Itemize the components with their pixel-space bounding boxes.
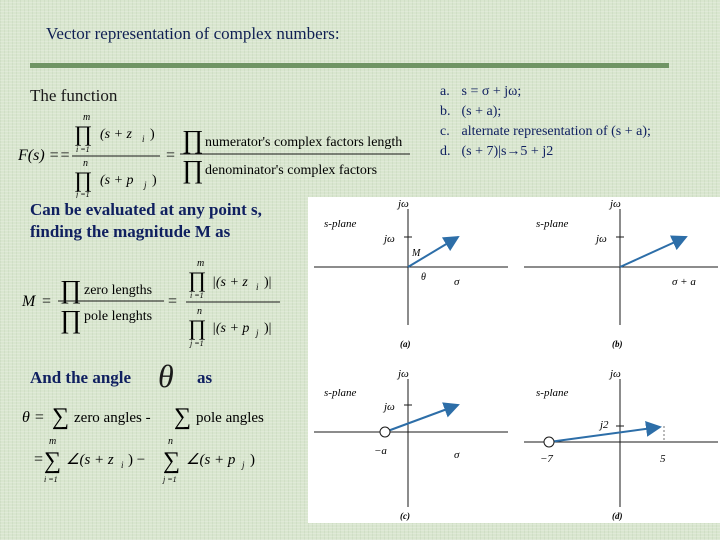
f-den-term: (s + p	[100, 173, 134, 188]
theta-pole-text: pole angles	[196, 410, 264, 426]
theta-term2: ∠(s + p	[186, 452, 236, 468]
panel-c-plane-label: s-plane	[324, 387, 357, 399]
m-num-idx: i =1	[190, 291, 204, 300]
panel-d-zero-marker	[544, 437, 554, 447]
panel-c-x-tick: σ	[454, 449, 460, 461]
f-den-sub: j	[144, 180, 147, 190]
title-underline	[30, 63, 669, 68]
f-den-close: )	[152, 173, 157, 188]
list-item	[440, 142, 651, 162]
m-den-prod: ∏	[188, 315, 207, 340]
m-den-idx: j =1	[190, 339, 204, 348]
list-item	[440, 102, 651, 122]
f-text-num-prod: ∏	[182, 125, 204, 154]
theta-symbol: θ	[158, 358, 174, 394]
panel-b-y-axis-label: jω	[610, 198, 621, 210]
list-text: alternate representation of (s + a);	[461, 124, 651, 139]
panel-a-y-axis-label: jω	[398, 198, 409, 210]
panel-a-caption: (a)	[400, 339, 411, 349]
list-letter: a.	[440, 84, 450, 99]
angle-line-prefix: And the angle	[30, 368, 132, 387]
theta-sum2: ∑	[163, 448, 181, 474]
m-pole-prod: ∏	[60, 305, 82, 334]
m-den-close: )|	[264, 321, 272, 336]
m-num-prod: ∏	[188, 267, 207, 292]
m-num-close: )|	[264, 275, 272, 290]
m-eq1: =	[42, 293, 52, 310]
panel-c-zero-label: −a	[374, 445, 387, 457]
f-num-idx: i =1	[76, 145, 90, 154]
item-list	[440, 82, 651, 162]
f-num-prod-symbol: ∏	[74, 121, 93, 146]
f-den-idx: j =1	[76, 190, 90, 198]
m-lhs: M	[22, 293, 36, 310]
f-text-den: denominator's complex factors	[205, 163, 378, 178]
panel-d-y-axis-label: jω	[610, 368, 621, 380]
panel-c-caption: (c)	[400, 511, 410, 521]
magnitude-equation	[14, 256, 304, 348]
panel-c-jw-tick: jω	[384, 401, 395, 413]
f-den-prod-symbol: ∏	[74, 167, 93, 192]
panel-a-plane-label: s-plane	[324, 218, 357, 230]
m-num-sup: m	[197, 258, 205, 269]
list-text: (s + a);	[461, 104, 502, 119]
m-num-term: |(s + z	[212, 275, 248, 290]
panel-b-jw-tick: jω	[596, 233, 607, 245]
panel-b-plane-label: s-plane	[536, 218, 569, 230]
panel-c-zero-marker	[380, 427, 390, 437]
panel-b-vector	[620, 237, 686, 267]
m-den-sup: n	[197, 306, 202, 317]
theta-eq: =	[34, 451, 44, 468]
panel-a	[314, 198, 508, 349]
panel-b	[524, 198, 718, 349]
panel-c-y-axis-label: jω	[398, 368, 409, 380]
m-eq2: =	[168, 293, 178, 310]
panel-b-x-tick: σ + a	[672, 276, 696, 288]
angle-line-suffix: as	[197, 368, 213, 387]
f-eq2: =	[166, 147, 176, 164]
m-num-sub: i	[256, 282, 259, 292]
theta-term2-close: )	[250, 452, 255, 468]
theta-term1-sub: i	[121, 460, 124, 470]
list-letter: b.	[440, 104, 451, 119]
angle-equation	[14, 396, 304, 488]
list-item	[440, 122, 651, 142]
list-text: s = σ + jω;	[461, 84, 522, 99]
theta-zero-sum: ∑	[52, 404, 70, 430]
panel-d-x-tick: 5	[660, 453, 666, 465]
slide-title: Vector representation of complex numbers:	[46, 24, 340, 43]
theta-sum2-idx: j =1	[163, 475, 177, 484]
theta-sum2-sup: n	[168, 436, 173, 447]
evaluate-line-2: finding the magnitude M as	[30, 222, 231, 241]
f-text-num: numerator's complex factors length	[205, 135, 403, 150]
list-text: (s + 7)|s→5 + j2	[461, 144, 554, 159]
f-num-term: (s + z	[100, 127, 133, 142]
s-plane-figure	[308, 197, 720, 523]
f-num-sub: i	[142, 134, 145, 144]
theta-pole-sum: ∑	[174, 404, 192, 430]
transfer-function-equation	[14, 108, 414, 198]
panel-c-vector	[385, 405, 458, 432]
evaluate-line-1: Can be evaluated at any point s,	[30, 200, 262, 219]
m-den-term: |(s + p	[212, 321, 250, 336]
f-den-sup: n	[83, 158, 88, 169]
m-den-sub: j	[256, 328, 259, 338]
m-zero-text: zero lengths	[84, 283, 153, 298]
m-pole-text: pole lenghts	[84, 309, 153, 324]
theta-sum1-sup: m	[49, 436, 57, 447]
panel-d-plane-label: s-plane	[536, 387, 569, 399]
list-item	[440, 82, 651, 102]
list-letter: d.	[440, 144, 451, 159]
f-lhs: F(s) ==	[18, 147, 71, 164]
panel-a-mag-label: M	[412, 248, 421, 259]
m-zero-prod: ∏	[60, 275, 82, 304]
f-text-den-prod: ∏	[182, 155, 204, 184]
theta-lhs: θ =	[22, 409, 45, 426]
theta-term1: ∠(s + z	[66, 452, 114, 468]
list-letter: c.	[440, 124, 450, 139]
theta-term1-close: ) −	[128, 452, 146, 468]
f-num-close: )	[150, 127, 155, 142]
theta-sum1-idx: i =1	[44, 475, 58, 484]
f-num-sup: m	[83, 112, 91, 123]
panel-b-caption: (b)	[612, 339, 623, 349]
panel-d-zero-label: −7	[540, 453, 553, 465]
theta-sum1: ∑	[44, 448, 62, 474]
function-label: The function	[30, 86, 118, 105]
theta-zero-text: zero angles -	[74, 410, 151, 426]
panel-a-jw-tick: jω	[384, 233, 395, 245]
panel-d	[524, 368, 718, 521]
panel-d-j2-tick: j2	[600, 419, 609, 431]
theta-term2-sub: j	[242, 460, 245, 470]
panel-a-angle-label: θ	[421, 272, 426, 283]
panel-d-caption: (d)	[612, 511, 623, 521]
panel-a-x-tick: σ	[454, 276, 460, 288]
s-plane-figure-svg	[308, 197, 720, 523]
panel-c	[314, 368, 508, 521]
